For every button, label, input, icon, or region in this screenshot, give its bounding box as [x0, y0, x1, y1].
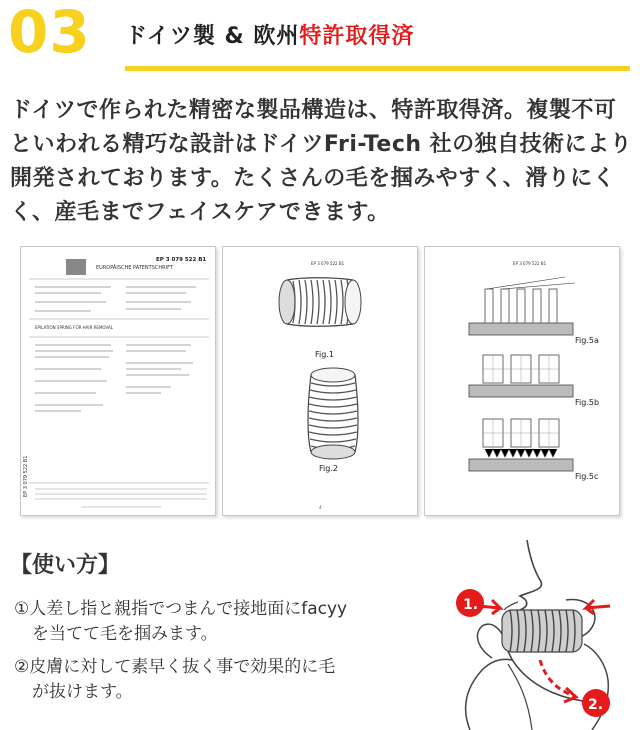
patent-cover-page — [20, 246, 216, 516]
page2-header: EP 3 079 522 B1 — [311, 261, 345, 266]
howto-step-2 — [14, 655, 374, 705]
section-title — [125, 22, 414, 52]
section-title-main: ドイツ製 & 欧州 — [125, 24, 300, 49]
patent-cover-graphic — [21, 247, 217, 517]
patent-office-text: EUROPÄISCHE PATENTSCHRIFT — [96, 265, 173, 271]
howto-title: 【使い方】 — [10, 553, 121, 578]
patent-title-text: EPILATION SPRING FOR HAIR REMOVAL — [35, 325, 113, 330]
spring-figures-graphic — [223, 247, 419, 517]
svg-text:4: 4 — [319, 505, 322, 510]
usage-illustration — [352, 540, 640, 730]
intro-paragraph: ドイツで作られた精密な製品構造は、特許取得済。複製不可といわれる精巧な設計はドイツFri-Tech 社の独自技術により開発されております。たくさんの毛を掴みやすく、滑りにくく、産毛までフェイスケアできます。 — [10, 98, 633, 225]
cross-section-figures-graphic — [425, 247, 621, 517]
patent-side-number: EP 3 079 522 B1 — [23, 455, 29, 497]
fig5b-label: Fig.5b — [575, 398, 600, 407]
fig1-label: Fig.1 — [315, 350, 334, 359]
fig5a-label: Fig.5a — [575, 336, 599, 345]
title-underline — [125, 66, 630, 71]
face-and-hand-illustration — [352, 540, 640, 730]
howto-step-1-line-1: ①人差し指と親指でつまんで接地面にfacyy — [14, 599, 348, 619]
step-2-badge-label: 2. — [588, 697, 604, 713]
patent-figure-page-2 — [424, 246, 620, 516]
howto-step-2-line-2: が抜けます。 — [32, 682, 133, 702]
howto-step-1-line-2: を当てて毛を掴みます。 — [32, 624, 218, 644]
patent-figure-page-1 — [222, 246, 418, 516]
step-number: 03 — [8, 0, 91, 66]
page3-header: EP 3 079 522 B1 — [513, 261, 547, 266]
section-title-highlight: 特許取得済 — [299, 24, 415, 49]
patent-number-text: EP 3 079 522 B1 — [156, 257, 207, 263]
howto-step-1 — [14, 597, 374, 647]
step-1-badge-label: 1. — [463, 597, 479, 613]
howto-step-2-line-1: ②皮膚に対して素早く抜く事で効果的に毛 — [14, 657, 336, 677]
patent-documents — [0, 246, 640, 518]
fig5c-label: Fig.5c — [575, 472, 599, 481]
section-header — [0, 0, 640, 78]
fig2-label: Fig.2 — [319, 464, 338, 473]
